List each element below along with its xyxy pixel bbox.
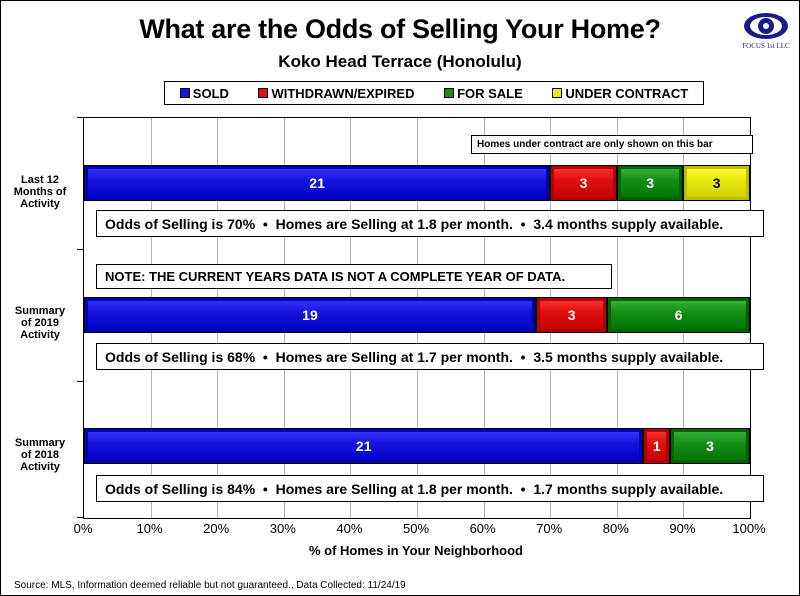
bar-sold-3: [84, 428, 643, 464]
chart-legend: [164, 81, 704, 105]
summary-box-1: Odds of Selling is 70% • Homes are Selling at 1.8 per month. • 3.4 months supply available.: [96, 210, 764, 237]
y-category-label-1: Last 12 Months of Activity: [13, 174, 67, 210]
bar-under-contract-1: [683, 165, 750, 201]
bar-for-sale-1: [617, 165, 684, 201]
y-category-label-3: Summary of 2018 Activity: [14, 437, 66, 473]
bar-withdrawn-expired-1: [550, 165, 617, 201]
current-year-note: NOTE: THE CURRENT YEARS DATA IS NOT A COMPLETE YEAR OF DATA.: [96, 264, 612, 289]
x-tick-label-60: 60%: [469, 521, 496, 536]
legend-item-under-contract: [552, 86, 688, 101]
legend-swatch-under-contract: [552, 88, 562, 98]
x-tick-label-50: 50%: [402, 521, 430, 536]
bar-value-label: 6: [674, 307, 683, 323]
summary-box-3: Odds of Selling is 84% • Homes are Selling at 1.8 per month. • 1.7 months supply available.: [96, 475, 764, 502]
summary-box-2: Odds of Selling is 68% • Homes are Selling at 1.7 per month. • 3.5 months supply available.: [96, 343, 764, 370]
legend-label-for-sale: FOR SALE: [457, 85, 523, 101]
y-category-label-2: Summary of 2019 Activity: [14, 305, 66, 341]
y-tick: [77, 249, 83, 250]
x-tick-label-70: 70%: [536, 521, 563, 536]
under-contract-note: Homes under contract are only shown on this bar: [471, 135, 753, 154]
x-tick-label-20: 20%: [203, 521, 230, 536]
bar-value-label: 3: [712, 175, 721, 191]
x-tick-label-90: 90%: [669, 521, 696, 536]
x-tick-label-40: 40%: [336, 521, 363, 536]
legend-label-under-contract: UNDER CONTRACT: [565, 85, 689, 101]
legend-label-withdrawn: WITHDRAWN/EXPIRED: [271, 85, 415, 101]
bar-value-label: 21: [355, 438, 372, 454]
chart-subtitle: Koko Head Terrace (Honolulu): [278, 52, 522, 71]
bar-for-sale-3: [670, 428, 750, 464]
bar-sold-1: [84, 165, 550, 201]
bar-value-label: 3: [579, 175, 588, 191]
x-tick-label-30: 30%: [269, 521, 296, 536]
bar-value-label: 3: [646, 175, 654, 191]
x-tick-label-80: 80%: [602, 521, 629, 536]
logo-text: FOCUS 1st LLC: [742, 42, 790, 50]
source-note: Source: MLS, Information deemed reliable but not guaranteed., Data Collected: 11/24/19: [14, 580, 406, 591]
bar-value-label: 19: [302, 307, 318, 323]
legend-swatch-withdrawn: [258, 88, 268, 98]
chart-title: What are the Odds of Selling Your Home?: [139, 14, 661, 44]
legend-swatch-sold: [180, 88, 190, 98]
bar-withdrawn-expired-3: [643, 428, 670, 464]
plot-area: [83, 117, 751, 519]
bar-withdrawn-expired-2: [536, 297, 607, 333]
x-tick-label-0: 0%: [73, 521, 93, 536]
legend-item-sold: [180, 86, 229, 101]
x-tick-label-10: 10%: [136, 521, 163, 536]
bar-value-label: 1: [652, 438, 661, 454]
bar-value-label: 3: [706, 438, 714, 454]
x-axis-title: % of Homes in Your Neighborhood: [308, 543, 524, 558]
bar-for-sale-2: [607, 297, 750, 333]
bar-value-label: 3: [567, 307, 576, 323]
legend-swatch-for-sale: [444, 88, 454, 98]
legend-item-for-sale: [444, 86, 523, 101]
y-tick: [77, 117, 83, 118]
y-tick: [77, 381, 83, 382]
x-tick-label-100: 100%: [732, 521, 766, 536]
y-tick: [77, 517, 83, 518]
legend-label-sold: SOLD: [192, 85, 229, 101]
legend-item-withdrawn: [258, 86, 414, 101]
bar-sold-2: [84, 297, 536, 333]
bar-value-label: 21: [309, 175, 325, 191]
